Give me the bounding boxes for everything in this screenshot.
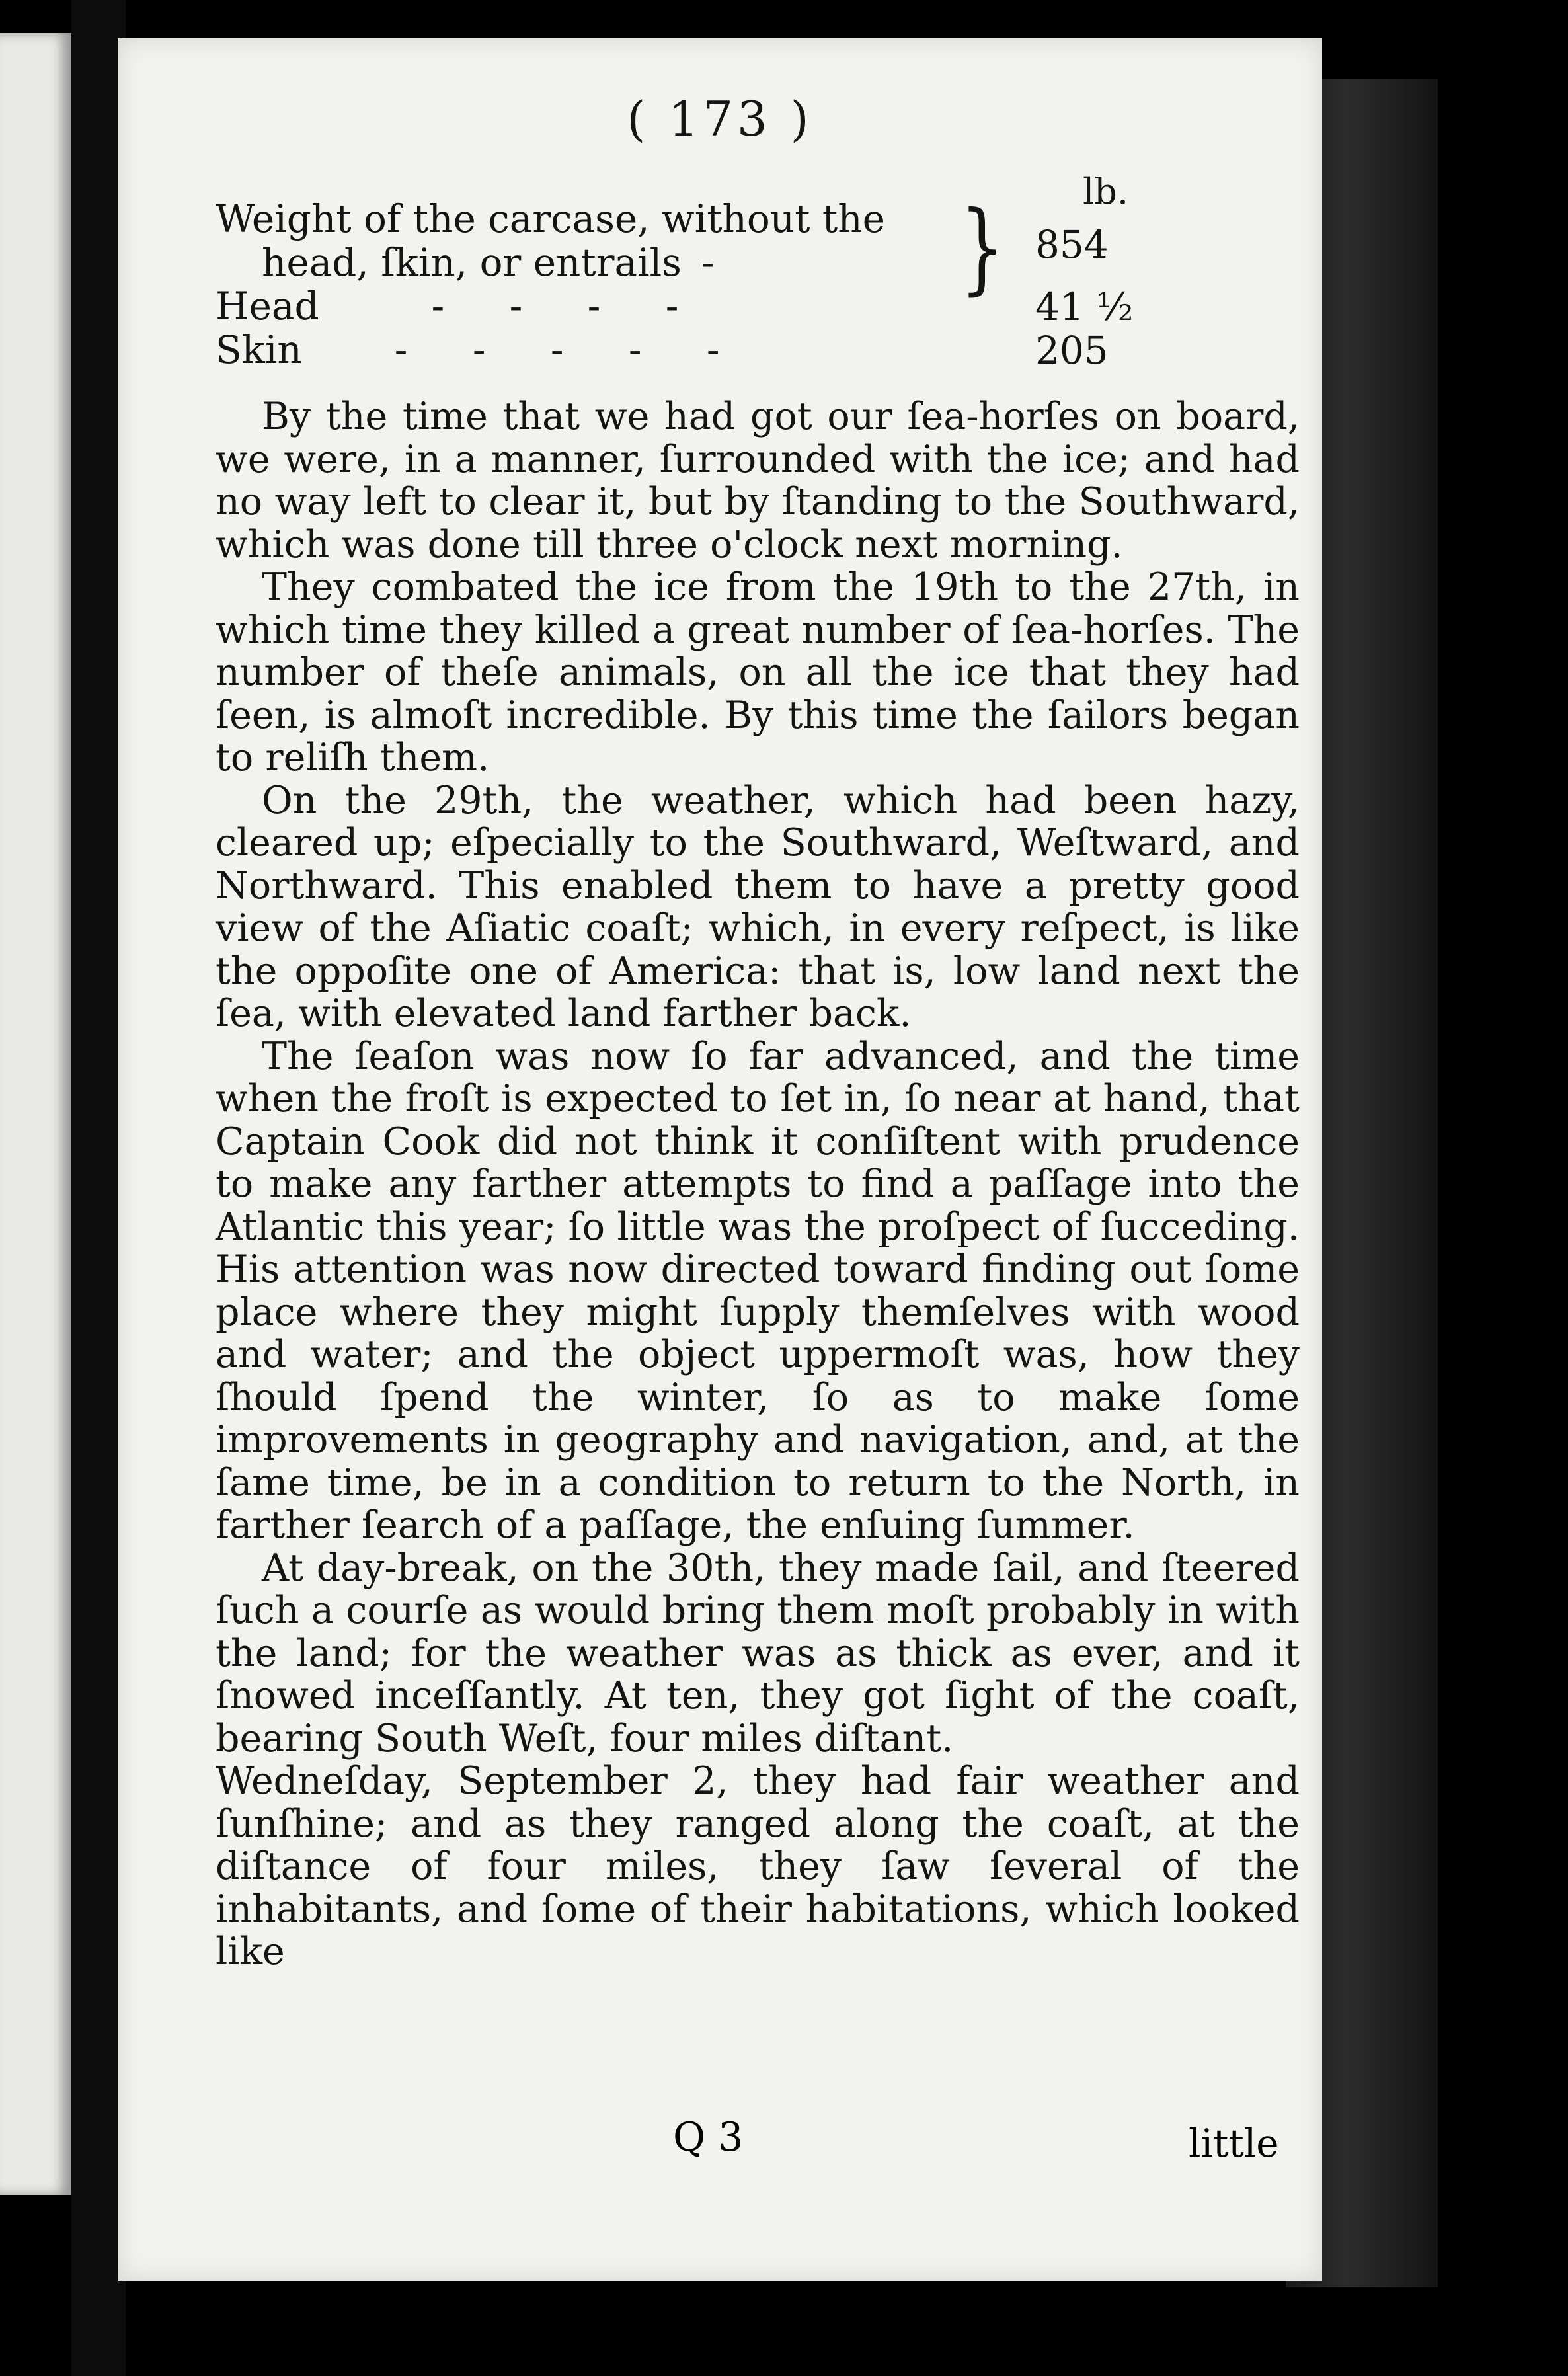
value-skin: 205 — [1035, 328, 1109, 373]
facing-page-edge — [0, 33, 71, 2195]
table-row-head: Head - - - - — [216, 284, 705, 329]
paragraph: Wedneſday, September 2, they had fair weather and ſunſhine; and as they ranged along the coaſt, at the diſtance of four miles, they ſaw ſeveral of the inhabitants, and ſome of their habitations, which looked like — [216, 1759, 1300, 1973]
value-head: 41 ½ — [1035, 284, 1134, 329]
catchword: little — [1189, 2121, 1279, 2166]
page-number-header: ( 173 ) — [627, 91, 813, 147]
weights-table — [216, 171, 1300, 395]
paragraph: At day-break, on the 30th, they made ſail, and ſteered ſuch a courſe as would bring them moſt probably in with the land; for the weather was as thick as ever, and it ſnowed inceſſantly. At ten, they got ſight of the coaſt, bearing South Weſt, four miles diſtant. — [216, 1546, 1300, 1761]
unit-label: lb. — [1083, 171, 1129, 212]
brace-glyph: } — [960, 190, 1005, 305]
paragraph: By the time that we had got our ſea-horſes on board, we were, in a manner, ſurrounded with the ice; and had no way left to clear it, but by ſtanding to the Southward, which was done till three o'clock next morning. — [216, 395, 1300, 567]
value-carcase: 854 — [1035, 222, 1109, 267]
table-row-carcase-line1: Weight of the carcase, without the — [216, 196, 885, 241]
signature-mark: Q 3 — [673, 2114, 744, 2160]
body-text — [216, 395, 1300, 1973]
table-row-skin: Skin - - - - - — [216, 327, 746, 372]
page-content — [216, 171, 1300, 1973]
paragraph: They combated the ice from the 19th to the 27th, in which time they killed a great number of ſea-horſes. The number of theſe animals, on all the ice that they had ſeen, is almoſt incredible. By this time the ſailors began to reliſh them. — [216, 565, 1300, 779]
book-page — [118, 38, 1322, 2281]
table-row-carcase-line2: head, ſkin, or entrails - — [262, 240, 741, 285]
paragraph: On the 29th, the weather, which had been hazy, cleared up; eſpecially to the Southward, Weſtward, and Northward. This enabled them to have a pretty good view of the Aſiatic coaſt; which, in every reſpect, is like the oppoſite one of America: that is, low land next the ſea, with elevated land farther back. — [216, 778, 1300, 1035]
paragraph: The ſeaſon was now ſo far advanced, and the time when the froſt is expected to ſet in, ſo near at hand, that Captain Cook did not think it conſiſtent with prudence to make any farther attempts to find a paſſage into the Atlantic this year; ſo little was the proſpect of ſucceding. His attention was now directed toward finding out ſome place where they might ſupply themſelves with wood and water; and the object uppermoſt was, how they ſhould ſpend the winter, ſo as to make ſome improvements in geography and navigation, and, at the ſame time, be in a condition to return to the North, in farther ſearch of a paſſage, the enſuing ſummer. — [216, 1034, 1300, 1547]
